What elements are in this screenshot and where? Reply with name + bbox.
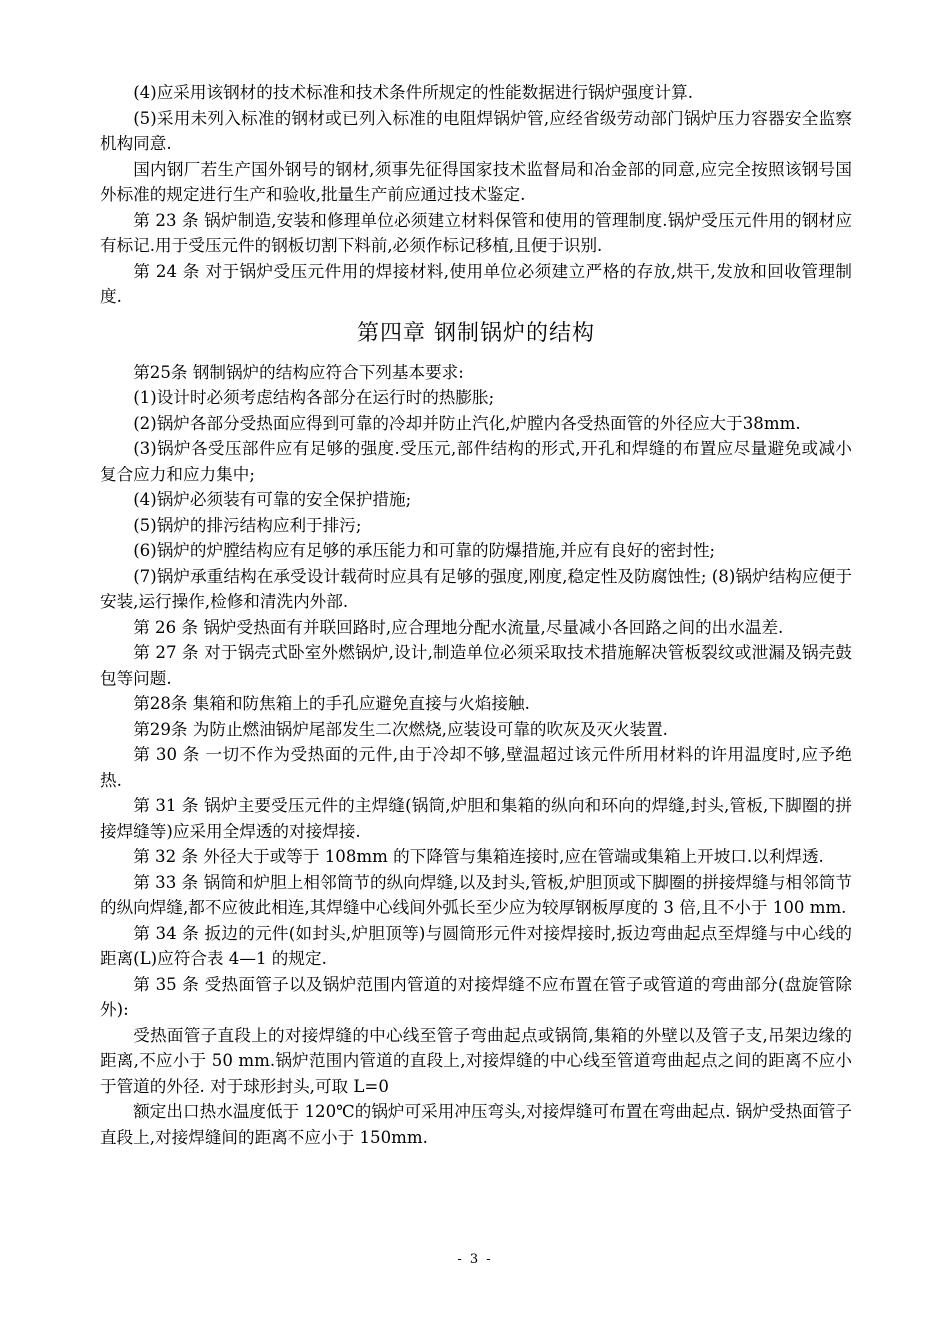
paragraph: (3)锅炉各受压部件应有足够的强度.受压元,部件结构的形式,开孔和焊缝的布置应尽量避免或减小复合应力和应力集中; <box>100 439 852 484</box>
paragraph: (6)锅炉的炉膛结构应有足够的承压能力和可靠的防爆措施,并应有良好的密封性; <box>133 541 716 560</box>
paragraphs-after-chapter <box>100 360 852 1151</box>
paragraph: 第 35 条 受热面管子以及锅炉范围内管道的对接焊缝不应布置在管子或管道的弯曲部分(盘旋管除外): <box>100 974 852 1019</box>
paragraph: 第 32 条 外径大于或等于 108mm 的下降管与集箱连接时,应在管端或集箱上开坡口.以利焊透. <box>133 847 824 866</box>
paragraph: 额定出口热水温度低于 120℃的锅炉可采用冲压弯头,对接焊缝可布置在弯曲起点. 锅炉受热面管子直段上,对接焊缝间的距离不应小于 150mm. <box>100 1102 852 1147</box>
document-body <box>100 80 852 1150</box>
paragraph: 第 34 条 扳边的元件(如封头,炉胆顶等)与圆筒形元件对接焊接时,扳边弯曲起点至焊缝与中心线的距离(L)应符合表 4—1 的规定. <box>100 923 852 968</box>
paragraph: 第28条 集箱和防焦箱上的手孔应避免直接与火焰接触. <box>133 694 530 713</box>
paragraph: (1)设计时必须考虑结构各部分在运行时的热膨胀; <box>133 388 495 407</box>
paragraph: 第 24 条 对于锅炉受压元件用的焊接材料,使用单位必须建立严格的存放,烘干,发放和回收管理制度. <box>100 261 852 306</box>
paragraph: (7)锅炉承重结构在承受设计载荷时应具有足够的强度,刚度,稳定性及防腐蚀性; (8)锅炉结构应便于安装,运行操作,检修和清洗内外部. <box>100 566 852 611</box>
paragraph: (2)锅炉各部分受热面应得到可靠的冷却并防止汽化,炉膛内各受热面管的外径应大于38mm. <box>133 413 801 433</box>
paragraph: (5)锅炉的排污结构应利于排污; <box>133 515 362 535</box>
paragraph: 第 23 条 锅炉制造,安装和修理单位必须建立材料保管和使用的管理制度.锅炉受压元件用的钢材应有标记.用于受压元件的钢板切割下料前,必须作标记移植,且便于识别. <box>100 210 852 255</box>
paragraph: 第 30 条 一切不作为受热面的元件,由于冷却不够,壁温超过该元件所用材料的许用温度时,应予绝热. <box>100 745 852 790</box>
page-number: - 3 - <box>457 1252 493 1267</box>
paragraph: 第 26 条 锅炉受热面有并联回路时,应合理地分配水流量,尽量减小各回路之间的出水温差. <box>133 617 784 637</box>
paragraph: 国内钢厂若生产国外钢号的钢材,须事先征得国家技术监督局和冶金部的同意,应完全按照该钢号国外标准的规定进行生产和验收,批量生产前应通过技术鉴定. <box>100 159 852 204</box>
paragraph: 第25条 钢制锅炉的结构应符合下列基本要求: <box>133 362 464 382</box>
paragraph: 第29条 为防止燃油锅炉尾部发生二次燃烧,应装设可靠的吹灰及灭火装置. <box>133 719 668 739</box>
chapter-heading: 第四章 钢制锅炉的结构 <box>357 320 595 346</box>
paragraph: (4)应采用该钢材的技术标准和技术条件所规定的性能数据进行锅炉强度计算. <box>133 83 693 102</box>
paragraph: 第 33 条 锅筒和炉胆上相邻筒节的纵向焊缝,以及封头,管板,炉胆顶或下脚圈的拼接焊缝与相邻筒节的纵向焊缝,都不应彼此相连,其焊缝中心线间外弧长至少应为较厚钢板厚度的 3 倍,且不小于 100 mm. <box>100 872 852 917</box>
paragraph: 第 31 条 锅炉主要受压元件的主焊缝(锅筒,炉胆和集箱的纵向和环向的焊缝,封头,管板,下脚圈的拼接焊缝等)应采用全焊透的对接焊接. <box>100 796 852 841</box>
paragraphs-before-chapter <box>100 80 852 310</box>
paragraph: (5)采用未列入标准的钢材或已列入标准的电阻焊锅炉管,应经省级劳动部门锅炉压力容器安全监察机构同意. <box>100 108 852 153</box>
paragraph: (4)锅炉必须装有可靠的安全保护措施; <box>133 490 412 509</box>
paragraph: 第 27 条 对于锅壳式卧室外燃锅炉,设计,制造单位必须采取技术措施解决管板裂纹或泄漏及锅壳鼓包等问题. <box>100 643 852 688</box>
paragraph: 受热面管子直段上的对接焊缝的中心线至管子弯曲起点或锅筒,集箱的外壁以及管子支,吊架边缘的距离,不应小于 50 mm.锅炉范围内管道的直段上,对接焊缝的中心线至管道弯曲起点之间的距离不应小于管道的外径. 对于球形封头,可取 L=0 <box>100 1025 852 1096</box>
